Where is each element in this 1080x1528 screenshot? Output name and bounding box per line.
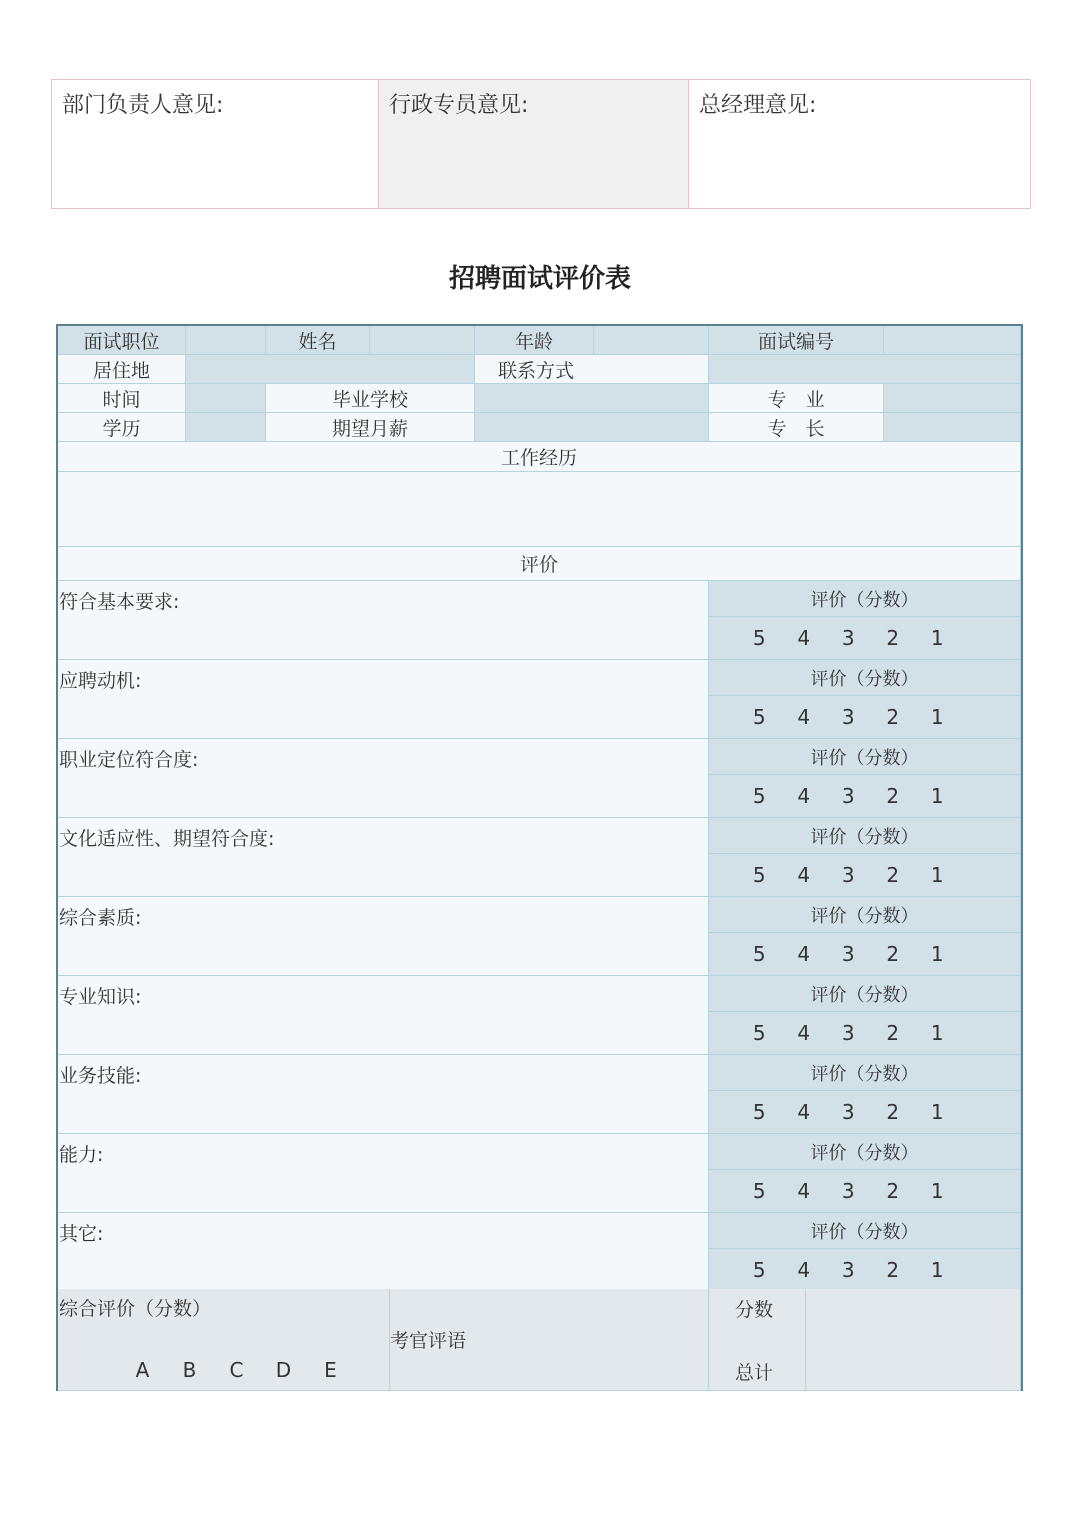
education-label: 学历 [58, 413, 186, 442]
criterion-comment-field[interactable] [58, 897, 709, 976]
criterion-label: 文化适应性、期望符合度: [59, 828, 275, 850]
total-label: 总计 [735, 1362, 774, 1384]
grade-option[interactable]: C [229, 1358, 244, 1382]
score-options [709, 1012, 1021, 1055]
criterion-label: 专业知识: [59, 986, 142, 1008]
grade-option[interactable]: E [324, 1358, 337, 1382]
score-option[interactable]: 4 [797, 1179, 811, 1203]
time-label: 时间 [58, 384, 186, 413]
criterion-comment-field[interactable] [58, 1134, 709, 1213]
score-option[interactable]: 5 [752, 1021, 766, 1045]
score-option[interactable]: 3 [841, 784, 855, 808]
major-field[interactable] [884, 384, 1021, 413]
criterion-comment-field[interactable] [58, 581, 709, 660]
score-options [709, 1091, 1021, 1134]
score-option[interactable]: 4 [797, 942, 811, 966]
score-option[interactable]: 2 [886, 942, 900, 966]
score-option[interactable]: 2 [886, 1258, 900, 1282]
overall-rating-label: 综合评价（分数） [59, 1298, 212, 1320]
score-option[interactable]: 1 [930, 1258, 944, 1282]
specialty-field[interactable] [884, 413, 1021, 442]
score-option[interactable]: 5 [752, 1100, 766, 1124]
score-option[interactable]: 3 [841, 863, 855, 887]
criterion-label: 业务技能: [59, 1065, 142, 1087]
score-option[interactable]: 3 [841, 1100, 855, 1124]
score-option[interactable]: 5 [752, 626, 766, 650]
score-options [709, 1249, 1021, 1292]
contact-field[interactable] [709, 355, 1021, 384]
score-total-field[interactable] [806, 1289, 1021, 1391]
score-option[interactable]: 5 [752, 942, 766, 966]
criterion-comment-field[interactable] [58, 660, 709, 739]
score-option[interactable]: 4 [797, 784, 811, 808]
work-experience-header: 工作经历 [58, 442, 1021, 472]
gm-opinion[interactable] [689, 80, 1030, 208]
grade-option[interactable]: D [275, 1358, 292, 1382]
score-option[interactable]: 2 [886, 1021, 900, 1045]
criterion-comment-field[interactable] [58, 739, 709, 818]
contact-label: 联系方式 [475, 355, 709, 384]
age-label: 年龄 [475, 326, 594, 355]
examiner-comment-label: 考官评语 [390, 1330, 467, 1352]
position-field[interactable] [186, 326, 266, 355]
score-options [709, 1170, 1021, 1213]
score-option[interactable]: 3 [841, 626, 855, 650]
score-options [709, 775, 1021, 818]
score-option[interactable]: 5 [752, 784, 766, 808]
score-option[interactable]: 2 [886, 1100, 900, 1124]
admin-opinion[interactable] [379, 80, 689, 208]
score-option[interactable]: 1 [930, 942, 944, 966]
score-options [709, 933, 1021, 976]
interview-no-label: 面试编号 [709, 326, 884, 355]
criterion-comment-field[interactable] [58, 818, 709, 897]
score-option[interactable]: 1 [930, 705, 944, 729]
criterion-label: 符合基本要求: [59, 591, 180, 613]
score-label: 分数 [735, 1299, 774, 1321]
score-option[interactable]: 5 [752, 705, 766, 729]
position-label: 面试职位 [58, 326, 186, 355]
specialty-label: 专 长 [709, 413, 884, 442]
score-option[interactable]: 2 [886, 705, 900, 729]
score-option[interactable]: 2 [886, 863, 900, 887]
evaluation-header: 评价 [58, 547, 1021, 581]
criterion-label: 综合素质: [59, 907, 142, 929]
grade-options [119, 1358, 354, 1382]
score-header: 评价（分数） [709, 1213, 1021, 1249]
major-label: 专 业 [709, 384, 884, 413]
score-header: 评价（分数） [709, 818, 1021, 854]
score-header: 评价（分数） [709, 739, 1021, 775]
admin-opinion-label: 行政专员意见: [389, 93, 529, 118]
score-option[interactable]: 1 [930, 1021, 944, 1045]
dept-head-opinion-label: 部门负责人意见: [62, 93, 224, 118]
score-option[interactable]: 1 [930, 626, 944, 650]
score-options [709, 854, 1021, 897]
salary-label: 期望月薪 [266, 413, 475, 442]
score-option[interactable]: 3 [841, 1021, 855, 1045]
score-option[interactable]: 1 [930, 1100, 944, 1124]
score-option[interactable]: 5 [752, 1258, 766, 1282]
score-option[interactable]: 3 [841, 1258, 855, 1282]
score-option[interactable]: 4 [797, 626, 811, 650]
score-option[interactable]: 1 [930, 863, 944, 887]
education-field[interactable] [186, 413, 266, 442]
score-option[interactable]: 4 [797, 863, 811, 887]
salary-field[interactable] [475, 413, 709, 442]
criterion-comment-field[interactable] [58, 1213, 709, 1292]
score-header: 评价（分数） [709, 1055, 1021, 1091]
score-option[interactable]: 3 [841, 942, 855, 966]
score-option[interactable]: 4 [797, 705, 811, 729]
score-option[interactable]: 1 [930, 1179, 944, 1203]
score-option[interactable]: 5 [752, 1179, 766, 1203]
grade-option[interactable]: A [135, 1358, 150, 1382]
name-label: 姓名 [266, 326, 370, 355]
examiner-comment-cell[interactable] [390, 1289, 709, 1391]
criterion-comment-field[interactable] [58, 1055, 709, 1134]
age-field[interactable] [594, 326, 709, 355]
name-field[interactable] [370, 326, 475, 355]
school-label: 毕业学校 [266, 384, 475, 413]
criterion-label: 职业定位符合度: [59, 749, 199, 771]
score-option[interactable]: 2 [886, 784, 900, 808]
score-header: 评价（分数） [709, 660, 1021, 696]
gm-opinion-label: 总经理意见: [699, 93, 817, 118]
score-option[interactable]: 1 [930, 784, 944, 808]
approval-opinions [51, 79, 1031, 209]
score-option[interactable]: 4 [797, 1258, 811, 1282]
score-option[interactable]: 3 [841, 705, 855, 729]
score-option[interactable]: 2 [886, 1179, 900, 1203]
score-option[interactable]: 3 [841, 1179, 855, 1203]
dept-head-opinion[interactable] [52, 80, 379, 208]
form-title: 招聘面试评价表 [448, 264, 631, 294]
interview-form-table [56, 324, 1023, 1391]
criterion-label: 能力: [59, 1144, 104, 1166]
grade-option[interactable]: B [182, 1358, 197, 1382]
criterion-label: 应聘动机: [59, 670, 142, 692]
interview-no-field[interactable] [884, 326, 1021, 355]
score-option[interactable]: 5 [752, 863, 766, 887]
criterion-comment-field[interactable] [58, 976, 709, 1055]
score-option[interactable]: 4 [797, 1021, 811, 1045]
score-options [709, 696, 1021, 739]
time-field[interactable] [186, 384, 266, 413]
score-options [709, 617, 1021, 660]
school-field[interactable] [475, 384, 709, 413]
criterion-label: 其它: [59, 1223, 104, 1245]
score-header: 评价（分数） [709, 581, 1021, 617]
work-experience-field[interactable] [58, 472, 1021, 547]
residence-label: 居住地 [58, 355, 186, 384]
residence-field[interactable] [186, 355, 475, 384]
score-header: 评价（分数） [709, 897, 1021, 933]
score-option[interactable]: 2 [886, 626, 900, 650]
score-option[interactable]: 4 [797, 1100, 811, 1124]
score-header: 评价（分数） [709, 976, 1021, 1012]
score-header: 评价（分数） [709, 1134, 1021, 1170]
